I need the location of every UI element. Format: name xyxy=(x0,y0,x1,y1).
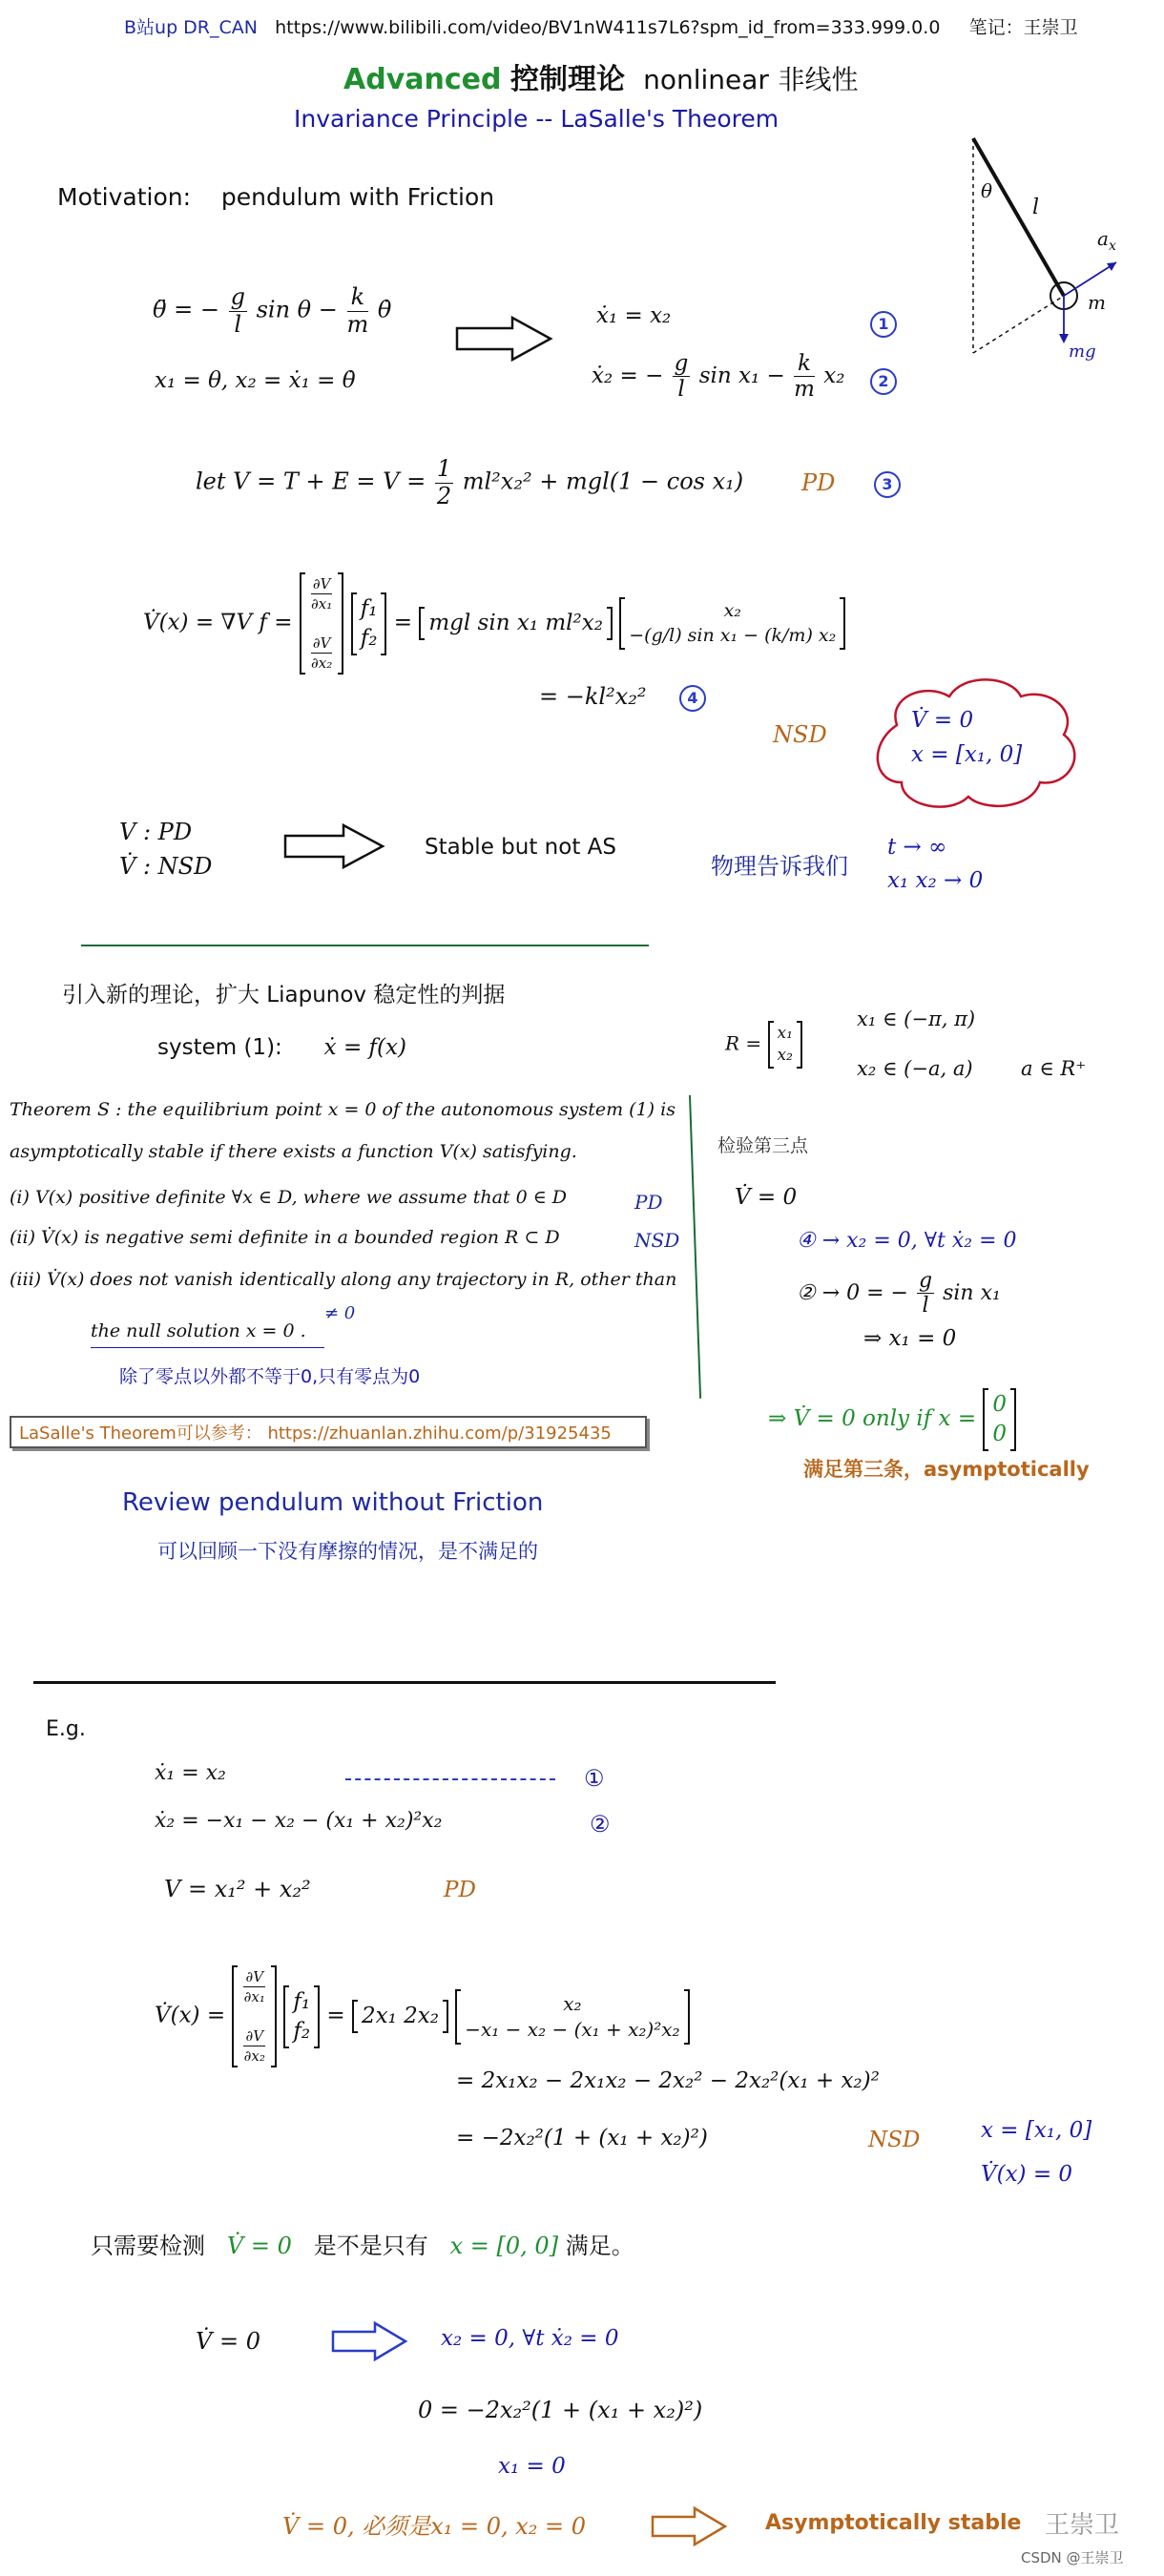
example-expand: = 2x₁x₂ − 2x₁x₂ − 2x₂² − 2x₂²(x₁ + x₂)² xyxy=(456,2068,880,2093)
section-divider-2 xyxy=(33,1681,776,1684)
title-course: 控制理论 xyxy=(510,63,626,96)
example-x1zero: x₁ = 0 xyxy=(498,2454,566,2479)
note-author: 笔记：王崇卫 xyxy=(968,17,1078,38)
example-vdot: V̇(x) = ∂V ∂x₁ ∂V ∂x₂ f₁ f₂ = 2x₁ 2x₂ x₂ −x₁ − x₂ − (x₁ + x₂)²x₂ xyxy=(155,1965,690,2067)
reference-link[interactable]: LaSalle's Theorem可以参考： https://zhuanlan.zhihu.com/p/31925435 xyxy=(10,1416,647,1448)
check-step3: ⇒ x₁ = 0 xyxy=(863,1326,957,1351)
title-topic-en: nonlinear xyxy=(643,64,769,95)
condition-3b: the null solution x = 0 . xyxy=(91,1320,306,1341)
nsd-tag: NSD xyxy=(773,721,827,748)
review-note: 可以回顾一下没有摩擦的情况，是不满足的 xyxy=(157,1540,538,1563)
example-x2cond: x₂ = 0, ∀t ẋ₂ = 0 xyxy=(441,2326,619,2351)
x-to-zero: x₁ x₂ → 0 xyxy=(887,868,984,893)
cloud-x: x = [x₁, 0] xyxy=(911,742,1023,767)
example-final: V̇ = 0, 必须是x₁ = 0, x₂ = 0 xyxy=(282,2513,587,2540)
condition-2: (ii) V̇(x) is negative semi definite in a bounded region R ⊂ D xyxy=(10,1227,560,1248)
x2-range: x₂ ∈ (−a, a) xyxy=(857,1057,973,1080)
example-v: V = x₁² + x₂² xyxy=(164,1876,311,1902)
implies-arrow-3 xyxy=(329,2320,410,2362)
motivation-label: Motivation: xyxy=(57,183,192,211)
mass-label: m xyxy=(1088,291,1106,314)
a-range: a ∈ R⁺ xyxy=(1021,1057,1087,1080)
not-equal-zero: ≠ 0 xyxy=(324,1303,356,1323)
v-nsd: V̇ : NSD xyxy=(119,853,213,880)
cloud-vdot: V̇ = 0 xyxy=(911,708,974,733)
condition-3-note: 除了零点以外都不等于0,只有零点为0 xyxy=(119,1366,421,1387)
weight-label: mg xyxy=(1069,342,1096,362)
title-advanced: Advanced xyxy=(343,63,502,96)
label-4: 4 xyxy=(679,685,706,712)
video-url[interactable]: https://www.bilibili.com/video/BV1nW411s7L6?spm_id_from=333.999.0.0 xyxy=(275,17,941,38)
example-label-2: ② xyxy=(590,1811,611,1838)
label-2: 2 xyxy=(870,368,897,395)
theorem-line-2: asymptotically stable if there exists a function V(x) satisfying. xyxy=(10,1141,577,1162)
system-label: system (1): xyxy=(157,1035,282,1060)
pendulum-rod xyxy=(973,138,1064,296)
page-title xyxy=(343,55,858,97)
accel-label: $a_x$ xyxy=(1097,227,1116,254)
example-nsd: NSD xyxy=(868,2128,921,2152)
check-sentence: 只需要检测 V̇ = 0 是不是只有 x = [0, 0] 满足。 xyxy=(91,2233,634,2259)
motivation-line xyxy=(57,183,494,211)
example-eq-1: ẋ₁ = x₂ xyxy=(155,1761,226,1785)
as-conclusion: Asymptotically stable xyxy=(765,2511,1022,2535)
t-infinity: t → ∞ xyxy=(887,835,947,860)
stable-not-as: Stable but not AS xyxy=(425,835,616,860)
pendulum-diagram xyxy=(945,124,1164,372)
label-1: 1 xyxy=(870,311,897,338)
eom-equation: θ̈ = − $\frac{g}{l}$ sin θ − $\frac{k}{m}$ θ̇ xyxy=(153,283,392,338)
section-divider-1 xyxy=(81,945,649,946)
pd-tag: PD xyxy=(801,469,836,496)
length-label: l xyxy=(1032,196,1040,219)
system-eq: ẋ = f(x) xyxy=(323,1035,406,1060)
state-eq-2: ẋ₂ = − $\frac{g}{l}$ sin x₁ − $\frac{k}{m}$ x₂ xyxy=(592,351,845,403)
check-step2: ② → 0 = − $\frac{g}{l}$ sin x₁ xyxy=(797,1269,1001,1319)
motivation-text: pendulum with Friction xyxy=(220,183,495,211)
v-pd: V : PD xyxy=(119,819,193,845)
example-simplified: = −2x₂²(1 + (x₁ + x₂)²) xyxy=(456,2126,708,2150)
chord-line xyxy=(973,296,1064,353)
title-topic-cn: 非线性 xyxy=(778,64,859,95)
header-line xyxy=(124,13,1078,39)
label-3: 3 xyxy=(874,471,901,498)
underline-null xyxy=(91,1347,324,1348)
implies-arrow-2 xyxy=(281,822,391,870)
dashed-leader xyxy=(345,1778,555,1780)
condition-3: (iii) V̇(x) does not vanish identically along any trajectory in R, other than xyxy=(10,1269,677,1290)
author-text: B站up DR_CAN xyxy=(124,17,258,38)
state-eq-1: ẋ₁ = x₂ xyxy=(596,303,672,328)
example-label: E.g. xyxy=(46,1717,86,1741)
theta-label: θ xyxy=(981,179,993,202)
example-pd: PD xyxy=(444,1878,476,1902)
implies-arrow-1 xyxy=(453,315,558,363)
example-v0: V̇ = 0 xyxy=(196,2328,260,2355)
vertical-divider xyxy=(689,1095,701,1399)
check-ok: 满足第三条，asymptotically xyxy=(803,1458,1090,1481)
implies-arrow-4 xyxy=(649,2505,730,2547)
example-side-1: x = [x₁, 0] xyxy=(981,2118,1092,2143)
weight-arrowhead xyxy=(1059,334,1069,343)
check-title: 检验第三点 xyxy=(717,1135,809,1156)
physics-note: 物理告诉我们 xyxy=(711,853,848,880)
subtitle: Invariance Principle -- LaSalle's Theorem xyxy=(294,105,779,133)
lyapunov-def: let V = T + E = V = $\frac{1}{2}$ ml²x₂² + mgl(1 − cos x₁) xyxy=(196,455,744,509)
example-eq-2: ẋ₂ = −x₁ − x₂ − (x₁ + x₂)²x₂ xyxy=(155,1809,443,1833)
watermark: 王崇卫 xyxy=(1045,2511,1120,2540)
vdot-equation: V̇(x) = ∇V f = ∂V ∂x₁ ∂V ∂x₂ f₁ f₂ = mgl sin x₁ ml²x₂ x₂ −(g/l) sin x₁ − (k/m) x₂ xyxy=(143,572,845,675)
region-def: R = x₁ x₂ xyxy=(725,1021,802,1069)
substitution: x₁ = θ, x₂ = ẋ₁ = θ̇ xyxy=(155,368,356,393)
example-label-1: ① xyxy=(584,1765,605,1792)
intro-text: 引入新的理论，扩大 Liapunov 稳定性的判据 xyxy=(62,983,506,1008)
example-side-2: V̇(x) = 0 xyxy=(981,2162,1073,2187)
check-vdot0: V̇ = 0 xyxy=(735,1185,798,1210)
vdot-result: = −kl²x₂² xyxy=(539,683,647,710)
example-zero-eq: 0 = −2x₂²(1 + (x₁ + x₂)²) xyxy=(418,2397,703,2423)
condition-1-tag: PD xyxy=(634,1191,663,1214)
condition-1: (i) V(x) positive definite ∀x ∈ D, where we assume that 0 ∈ D xyxy=(10,1187,568,1208)
csdn-credit: CSDN @王崇卫 xyxy=(1021,2549,1124,2566)
check-conclusion: ⇒ V̇ = 0 only if x = 0 0 xyxy=(768,1388,1016,1451)
check-step1: ④ → x₂ = 0, ∀t ẋ₂ = 0 xyxy=(797,1229,1017,1253)
theorem-line-1: Theorem S : the equilibrium point x = 0 of the autonomous system (1) is xyxy=(10,1099,676,1120)
x1-range: x₁ ∈ (−π, π) xyxy=(857,1008,976,1030)
review-title: Review pendulum without Friction xyxy=(122,1488,544,1517)
system-line xyxy=(157,1035,406,1060)
condition-2-tag: NSD xyxy=(634,1229,680,1252)
